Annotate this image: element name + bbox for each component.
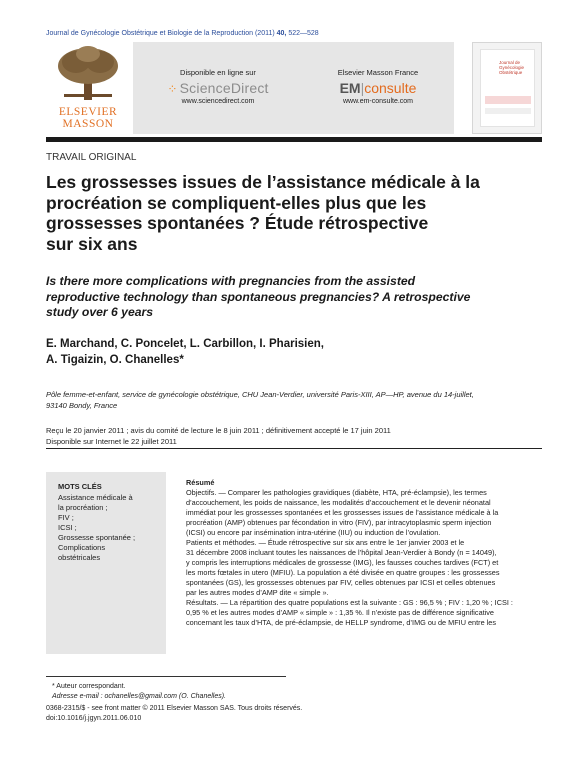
abstract-line: Résultats. — La répartition des quatre populations est la suivante : GS : 96,5 % ; FIV : 1,20 % ; ICSI :	[186, 598, 513, 607]
keyword-line: FIV ;	[58, 513, 74, 522]
online-availability-box	[133, 42, 454, 134]
abstract-line: Objectifs. — Comparer les pathologies gravidiques (diabète, HTA, pré-éclampsie), les termes	[186, 488, 487, 497]
article-dates	[46, 425, 546, 447]
sciencedirect-block	[143, 68, 293, 105]
dates-rule	[46, 448, 542, 449]
em-consulte-block	[308, 68, 448, 105]
journal-pages: 522—528	[288, 30, 319, 37]
author-line: A. Tigaizin, O. Chanelles*	[46, 354, 184, 366]
abstract-line: 0,95 % et les autres modes d’AMP « simple » : 1,35 %. Il n’existe pas de différence significative	[186, 608, 494, 617]
journal-volume: 40,	[276, 30, 287, 37]
copyright-block	[46, 704, 446, 723]
sd-heading: Disponible en ligne sur	[180, 68, 256, 77]
footnote-rule	[46, 676, 286, 677]
abstract-line: par les autres modes d’AMP dite « simple ».	[186, 588, 329, 597]
keyword-line: Grossesse spontanée ;	[58, 533, 136, 542]
em-brand-em: EM	[339, 80, 361, 96]
footnote-line: * Auteur correspondant.	[52, 683, 126, 690]
elsevier-logo	[46, 42, 130, 134]
abstract-line: Patients et méthodes. — Étude rétrospective sur six ans entre le 1er janvier 2003 et le	[186, 538, 465, 547]
author-line: E. Marchand, C. Poncelet, L. Carbillon, I. Pharisien,	[46, 338, 324, 350]
footnote	[52, 682, 452, 701]
title-line: Les grossesses issues de l’assistance médicale à la	[46, 172, 480, 192]
english-title-line: study over 6 years	[46, 305, 154, 319]
keywords-heading: MOTS CLÉS	[58, 482, 102, 491]
title-line: procréation se compliquent-elles plus que les	[46, 192, 427, 213]
sciencedirect-logo	[143, 80, 293, 96]
abstract-heading: Résumé	[186, 478, 215, 487]
english-title	[46, 274, 546, 321]
english-title-line: Is there more complications with pregnancies from the assisted	[46, 274, 416, 288]
abstract-line: les morts fœtales in utero (MFIU). La population a été divisée en quatre groupes : les grossesses	[186, 568, 500, 577]
sciencedirect-dots-icon: ⁘	[167, 82, 178, 96]
abstract-line: concernant les taux d’HTA, de pré-éclampsie, de HELLP syndrome, d’IMG ou de MFIU entre les	[186, 618, 496, 627]
em-brand-rest: consulte	[364, 80, 417, 96]
em-consulte-url[interactable]: www.em-consulte.com	[342, 98, 414, 105]
em-heading: Elsevier Masson France	[337, 68, 419, 77]
abstract-line: d’accouchement, les poids de naissance, les modalités d’accouchement et le devenir néonatal	[186, 498, 491, 507]
footnote-email-line[interactable]: Adresse e-mail : ochanelles@gmail.com (O. Chanelles).	[52, 692, 227, 700]
journal-name: Journal de Gynécologie Obstétrique et Biologie de la Reproduction (2011)	[46, 30, 275, 37]
journal-citation	[46, 30, 319, 37]
title-line: sur six ans	[46, 233, 138, 254]
keyword-line: Complications	[58, 543, 106, 552]
keywords-list	[58, 493, 162, 563]
abstract-line: procréation (AMP) obtenues par fécondation in vitro (FIV), par intracytoplasmic sperm injection	[186, 518, 492, 527]
affiliation	[46, 389, 546, 411]
date-line: Disponible sur Internet le 22 juillet 2011	[46, 437, 177, 446]
tree-icon	[54, 44, 122, 102]
keyword-line: ICSI ;	[58, 523, 77, 532]
keyword-line: obstétricales	[58, 553, 101, 562]
elsevier-masson-wordmark: ELSEVIER MASSON	[58, 106, 118, 130]
date-line: Reçu le 20 janvier 2011 ; avis du comité de lecture le 8 juin 2011 ; définitivement accepté le 17 juin 2011	[46, 426, 391, 435]
journal-cover-thumbnail	[472, 42, 542, 134]
article-section: TRAVAIL ORIGINAL	[46, 152, 137, 163]
author-list	[46, 336, 446, 368]
abstract-line: (ICSI) ou encore par insémination intra-utérine (IIU) ou induction de l’ovulation.	[186, 528, 441, 537]
keyword-line: Assistance médicale à	[58, 493, 133, 502]
article-title	[46, 172, 526, 254]
em-consulte-logo: EM|consulte	[339, 80, 417, 96]
affiliation-line: Pôle femme-et-enfant, service de gynécologie obstétrique, CHU Jean-Verdier, université Paris-XIII, AP—HP, avenue du 14-juillet,	[46, 390, 474, 399]
keywords-box	[46, 472, 166, 654]
sciencedirect-brand: ScienceDirect	[179, 80, 269, 96]
english-title-line: reproductive technology than spontaneous pregnancies? A retrospective	[46, 289, 471, 304]
abstract-line: immédiat pour les grossesses spontanées et les grossesses issues de l’assistance médicale à la	[186, 508, 499, 517]
publisher-banner	[46, 42, 542, 134]
cover-title: Journal de Gynécologie Obstétrique	[499, 60, 525, 75]
title-line: grossesses spontanées ? Étude rétrospective	[46, 213, 429, 233]
abstract-line: y compris les interruptions médicales de grossesse (IMG), les fausses couches tardives (FCT) et	[186, 558, 499, 567]
issn-line: 0368-2315/$ - see front matter © 2011 Elsevier Masson SAS. Tous droits réservés.	[46, 705, 303, 712]
affiliation-line: 93140 Bondy, France	[46, 401, 118, 410]
header-rule	[46, 137, 542, 142]
sciencedirect-url[interactable]: www.sciencedirect.com	[181, 98, 255, 105]
keyword-line: la procréation ;	[58, 503, 108, 512]
abstract	[186, 478, 546, 628]
abstract-line: 31 décembre 2008 incluant toutes les naissances de l’hôpital Jean-Verdier à Bondy (n = 14049),	[186, 548, 497, 557]
doi-line[interactable]: doi:10.1016/j.jgyn.2011.06.010	[46, 714, 142, 722]
abstract-line: spontanées (GS), les grossesses obtenues par FIV, celles obtenues par ICSI et celles obtenues	[186, 578, 496, 587]
